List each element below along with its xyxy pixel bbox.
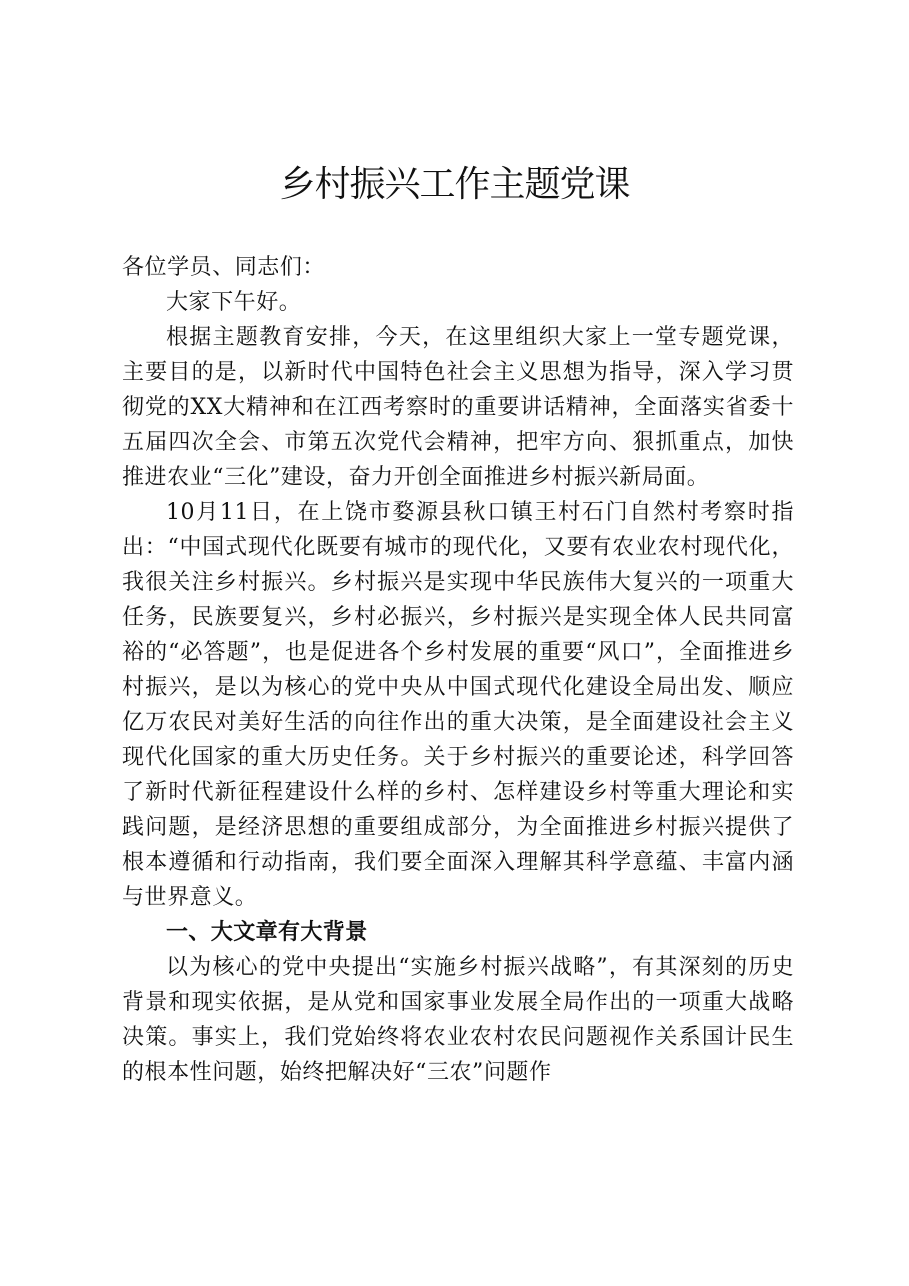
salutation: 各位学员、同志们：	[122, 255, 325, 280]
paragraph: 10月11日，在上饶市婺源县秋口镇王村石门自然村考察时指出：“中国式现代化既要有城市的现代化，又要有农业农村现代化，我很关注乡村振兴。乡村振兴是实现中华民族伟大复兴的一项重大任务，民族要复兴，乡村必振兴，乡村振兴是实现全体人民共同富裕的“必答题”，也是促进各个乡村发展的重要“风口”，全面推进乡村振兴，是以为核心的党中央从中国式现代化建设全局出发、顺应亿万农民对美好生活的向往作出的重大决策，是全面建设社会主义现代化国家的重大历史任务。关于乡村振兴的重要论述，科学回答了新时代新征程建设什么样的乡村、怎样建设乡村等重大理论和实践问题，是经济思想的重要组成部分，为全面推进乡村振兴提供了根本遵循和行动指南，我们要全面深入理解其科学意蕴、丰富内涵与世界意义。	[122, 500, 794, 910]
paragraph: 以为核心的党中央提出“实施乡村振兴战略”，有其深刻的历史背景和现实依据，是从党和国家事业发展全局作出的一项重大战略决策。事实上，我们党始终将农业农村农民问题视作关系国计民生的根本性问题，始终把解决好“三农”问题作	[122, 955, 794, 1085]
document-title: 乡村振兴工作主题党课	[279, 164, 630, 205]
paragraph: 根据主题教育安排，今天，在这里组织大家上一堂专题党课，主要目的是，以新时代中国特色社会主义思想为指导，深入学习贯彻党的XX大精神和在江西考察时的重要讲话精神，全面落实省委十五届四次全会、市第五次党代会精神，把牢方向、狠抓重点，加快推进农业“三化”建设，奋力开创全面推进乡村振兴新局面。	[122, 325, 794, 490]
section-heading: 一、大文章有大背景	[166, 920, 368, 945]
greeting: 大家下午好。	[166, 290, 302, 315]
document-body	[122, 250, 794, 1090]
